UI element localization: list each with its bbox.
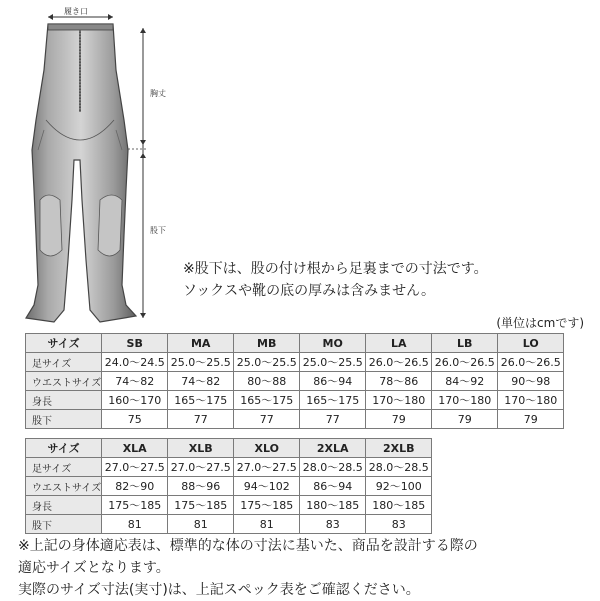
table-cell: 175～185	[102, 496, 168, 515]
table-row	[26, 410, 564, 429]
footnote-line-3: 実際のサイズ寸法(実寸)は、上記スペック表をご確認ください。	[18, 582, 420, 598]
table-cell: 170～180	[498, 391, 564, 410]
table-cell: 25.0～25.5	[300, 353, 366, 372]
footnote	[18, 535, 478, 601]
table-cell: 25.0～25.5	[234, 353, 300, 372]
table-cell: 165～175	[300, 391, 366, 410]
size-header-cell: MO	[300, 334, 366, 353]
table-cell: 90～98	[498, 372, 564, 391]
row-label-cell: 股下	[26, 410, 102, 429]
table-header-row	[26, 439, 432, 458]
table-row	[26, 353, 564, 372]
table-cell: 86～94	[300, 477, 366, 496]
size-header-cell: SB	[102, 334, 168, 353]
table-cell: 165～175	[168, 391, 234, 410]
footnote-line-1: ※上記の身体適応表は、標準的な体の寸法に基いた、商品を設計する際の	[18, 538, 478, 554]
table-cell: 26.0～26.5	[498, 353, 564, 372]
size-header-cell: MB	[234, 334, 300, 353]
chest-height-label: 胸丈	[150, 89, 166, 98]
inseam-note-line-1: ※股下は、股の付け根から足裏までの寸法です。	[183, 261, 488, 277]
row-label-cell: 身長	[26, 496, 102, 515]
table-cell: 82～90	[102, 477, 168, 496]
size-header-cell: MA	[168, 334, 234, 353]
table-cell: 170～180	[366, 391, 432, 410]
table-row	[26, 372, 564, 391]
table-cell: 78～86	[366, 372, 432, 391]
table-cell: 160～170	[102, 391, 168, 410]
table-cell: 170～180	[432, 391, 498, 410]
table-cell: 77	[168, 410, 234, 429]
table-cell: 80～88	[234, 372, 300, 391]
size-header-cell: LA	[366, 334, 432, 353]
inseam-note-line-2: ソックスや靴の底の厚みは含みません。	[183, 283, 435, 299]
table-cell: 26.0～26.5	[366, 353, 432, 372]
table-cell: 28.0～28.5	[300, 458, 366, 477]
table-cell: 88～96	[168, 477, 234, 496]
row-label-cell: 足サイズ	[26, 353, 102, 372]
table-row	[26, 515, 432, 534]
row-label-cell: 股下	[26, 515, 102, 534]
footnote-line-2: 適応サイズとなります。	[18, 560, 170, 576]
table-cell: 94～102	[234, 477, 300, 496]
wader-figure	[0, 0, 180, 330]
row-label-cell: 足サイズ	[26, 458, 102, 477]
table-cell: 84～92	[432, 372, 498, 391]
size-header-cell: 2XLB	[366, 439, 432, 458]
table-cell: 79	[432, 410, 498, 429]
table-cell: 27.0～27.5	[102, 458, 168, 477]
table-cell: 26.0～26.5	[432, 353, 498, 372]
size-header-cell: XLO	[234, 439, 300, 458]
size-header-cell: 2XLA	[300, 439, 366, 458]
table-row	[26, 496, 432, 515]
row-label-cell: ウエストサイズ	[26, 372, 102, 391]
table-cell: 83	[300, 515, 366, 534]
table-cell: 77	[234, 410, 300, 429]
table-cell: 180～185	[366, 496, 432, 515]
table-corner-cell: サイズ	[26, 334, 102, 353]
size-table-2	[25, 438, 432, 534]
mouth-label: 履き口	[64, 7, 88, 16]
table-row	[26, 458, 432, 477]
table-row	[26, 391, 564, 410]
table-cell: 175～185	[234, 496, 300, 515]
table-cell: 81	[102, 515, 168, 534]
table-cell: 27.0～27.5	[234, 458, 300, 477]
table-cell: 175～185	[168, 496, 234, 515]
table-cell: 81	[234, 515, 300, 534]
table-cell: 92～100	[366, 477, 432, 496]
table-cell: 28.0～28.5	[366, 458, 432, 477]
size-header-cell: LO	[498, 334, 564, 353]
table-cell: 74～82	[168, 372, 234, 391]
table-cell: 74～82	[102, 372, 168, 391]
inseam-note	[183, 258, 488, 302]
table-cell: 75	[102, 410, 168, 429]
size-header-cell: XLA	[102, 439, 168, 458]
unit-note: (単位はcmです)	[496, 316, 584, 330]
table-cell: 180～185	[300, 496, 366, 515]
table-row	[26, 477, 432, 496]
table-header-row	[26, 334, 564, 353]
size-table-1	[25, 333, 564, 429]
size-header-cell: LB	[432, 334, 498, 353]
row-label-cell: ウエストサイズ	[26, 477, 102, 496]
table-cell: 79	[498, 410, 564, 429]
table-corner-cell: サイズ	[26, 439, 102, 458]
table-cell: 83	[366, 515, 432, 534]
table-cell: 24.0～24.5	[102, 353, 168, 372]
inseam-label: 股下	[150, 226, 166, 235]
table-cell: 27.0～27.5	[168, 458, 234, 477]
table-cell: 81	[168, 515, 234, 534]
row-label-cell: 身長	[26, 391, 102, 410]
table-cell: 25.0～25.5	[168, 353, 234, 372]
table-cell: 77	[300, 410, 366, 429]
table-cell: 86～94	[300, 372, 366, 391]
table-cell: 165～175	[234, 391, 300, 410]
size-header-cell: XLB	[168, 439, 234, 458]
table-cell: 79	[366, 410, 432, 429]
chest-wader-illustration	[0, 0, 180, 330]
